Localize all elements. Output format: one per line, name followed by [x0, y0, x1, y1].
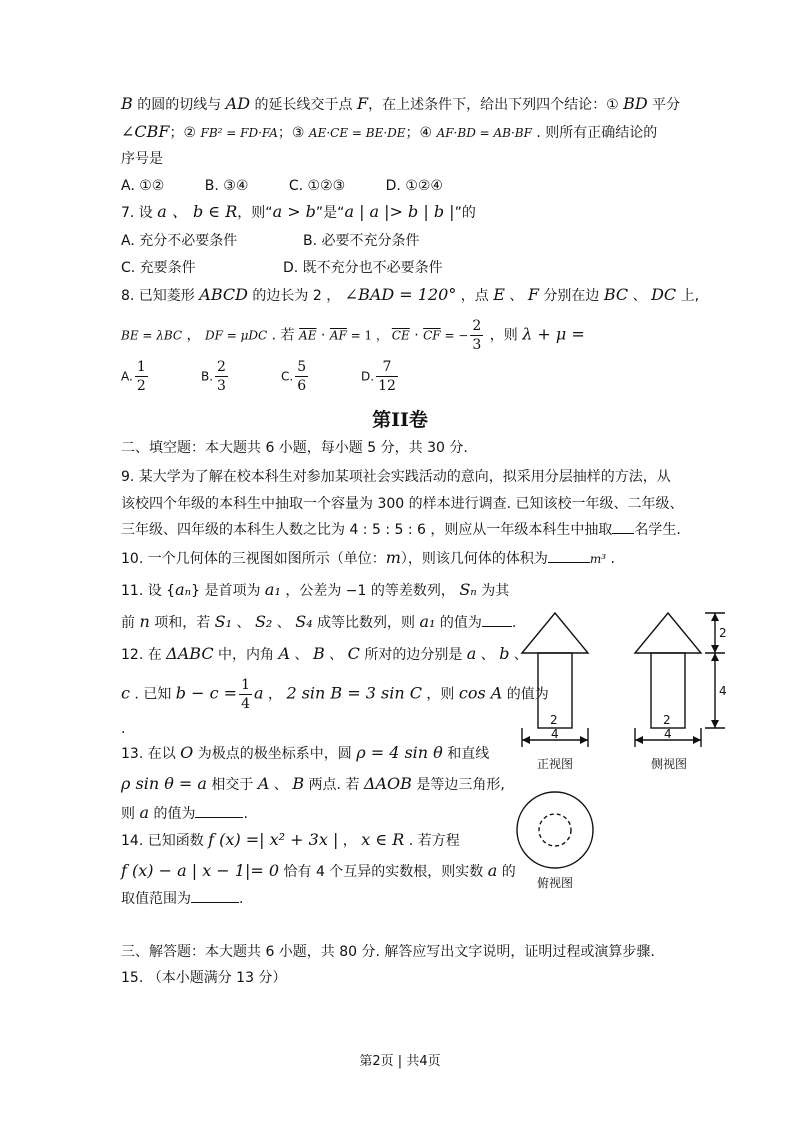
q13-line3: 则 a 的值为 . [121, 803, 248, 822]
q12-line1: 12. 在 ΔABC 中，内角 A 、 B 、 C 所对的边分别是 a 、 b 、 [121, 644, 528, 663]
fill-section-header: 二、填空题：本大题共 6 小题，每小题 5 分，共 30 分. [121, 440, 468, 456]
option-c: C. 充要条件 [121, 260, 196, 276]
q6-options [121, 175, 443, 197]
q12-line3: . [121, 721, 126, 737]
q7-options-row1 [121, 230, 420, 252]
solve-section-header: 三、解答题：本大题共 6 小题，共 80 分. 解答应写出文字说明，证明过程或演算步骤. [121, 944, 655, 960]
q14-line1: 14. 已知函数 f (x) =| x² + 3x | ， x ∈ R . 若方程 [121, 830, 460, 849]
option-b: B. 必要不充分条件 [303, 233, 420, 249]
q6-line1: B 的圆的切线与 AD 的延长线交于点 F，在上述条件下，给出下列四个结论：① BD 平分 [121, 94, 681, 113]
roof-height: 2 [719, 626, 727, 640]
q11-line1: 11. 设 {aₙ} 是首项为 a₁ ，公差为 −1 的等差数列， Sₙ 为其 [121, 580, 510, 599]
body-height: 4 [719, 684, 727, 698]
q10-stem: 10. 一个几何体的三视图如图所示（单位：m），则该几何体的体积为 m³ . [121, 548, 615, 567]
option-d: D. 既不充分也不必要条件 [283, 260, 443, 276]
q7-stem: 7. 设 a 、 b ∈ R，则“a > b”是“a | a |> b | b |”的 [121, 202, 476, 221]
q15-heading: 15. （本小题满分 13 分） [121, 970, 287, 986]
q14-line2: f (x) − a | x − 1|= 0 恰有 4 个互异的实数根，则实数 a 的 [121, 861, 516, 880]
option-c: C. ①②③ [288, 178, 346, 194]
top-view-inner-circle [539, 814, 571, 846]
front-view-roof [522, 613, 588, 653]
option-b: B. ③④ [204, 178, 249, 194]
option-c: C. $\frac{5}{6}$ [281, 359, 307, 394]
q11-line2: 前 n 项和，若 S₁ 、 S₂ 、 S₄ 成等比数列，则 a₁ 的值为 . [121, 612, 517, 631]
section-title: 第II卷 [372, 409, 428, 431]
q8-line2: BE = λBC ， DF = μDC . 若 $\overline{AE} \cdot \overline{AF} = 1$ ， $\overline{CE} \cdot \overline{CF}$ = − $\frac{2}{3}$ ，则 λ + μ = [121, 318, 585, 353]
front-inner-width: 2 [550, 713, 558, 727]
q13-line1: 13. 在以 O 为极点的极坐标系中，圆 ρ = 4 sin θ 和直线 [121, 743, 490, 762]
option-d: D. ①②④ [385, 178, 443, 194]
q9-line1: 9. 某大学为了解在校本科生对参加某项社会实践活动的意向，拟采用分层抽样的方法，从 [121, 469, 671, 485]
q14-line3: 取值范围为 . [121, 888, 243, 910]
option-a: A. ①② [121, 178, 165, 194]
top-view-label: 俯视图 [537, 876, 574, 890]
option-d: D. $\frac{7}{12}$ [361, 359, 396, 394]
option-b: B. $\frac{2}{3}$ [201, 359, 226, 394]
q13-line2: ρ sin θ = a 相交于 A 、 B 两点. 若 ΔAOB 是等边三角形, [121, 774, 505, 793]
q9-line2: 该校四个年级的本科生中抽取一个容量为 300 的样本进行调查. 已知该校一年级、二年级、 [121, 496, 684, 512]
option-a: A. $\frac{1}{2}$ [121, 359, 146, 394]
page-footer: 第2页 | 共4页 [359, 1054, 441, 1069]
side-view-roof [635, 613, 701, 653]
side-width: 4 [664, 727, 672, 741]
side-view-label: 侧视图 [651, 757, 688, 771]
q6-line3: 序号是 [121, 151, 163, 167]
front-view-label: 正视图 [537, 757, 574, 771]
top-view-outer-circle [517, 792, 593, 868]
q8-options [121, 358, 441, 395]
q12-line2: c . 已知 b − c = $\frac{1}{4}$ a ， 2 sin B = 3 sin C ，则 cos A 的值为 [121, 677, 549, 712]
q9-line3: 三年级、四年级的本科生人数之比为 4 : 5 : 5 : 6 ，则应从一年级本科生中抽取 名学生. [121, 519, 681, 541]
q7-options-row2 [121, 257, 443, 279]
side-inner-width: 2 [663, 713, 671, 727]
three-view-figure [505, 605, 775, 895]
front-width: 4 [551, 727, 559, 741]
option-a: A. 充分不必要条件 [121, 233, 238, 249]
q8-line1: 8. 已知菱形 ABCD 的边长为 2 ， ∠BAD = 120° ，点 E 、 F 分别在边 BC 、 DC 上, [121, 285, 700, 304]
q6-line2: ∠CBF；② FB² = FD·FA；③ AE·CE = BE·DE；④ AF·BD = AB·BF . 则所有正确结论的 [121, 122, 658, 141]
fraction: $\frac{2}{3}$ [472, 318, 482, 353]
